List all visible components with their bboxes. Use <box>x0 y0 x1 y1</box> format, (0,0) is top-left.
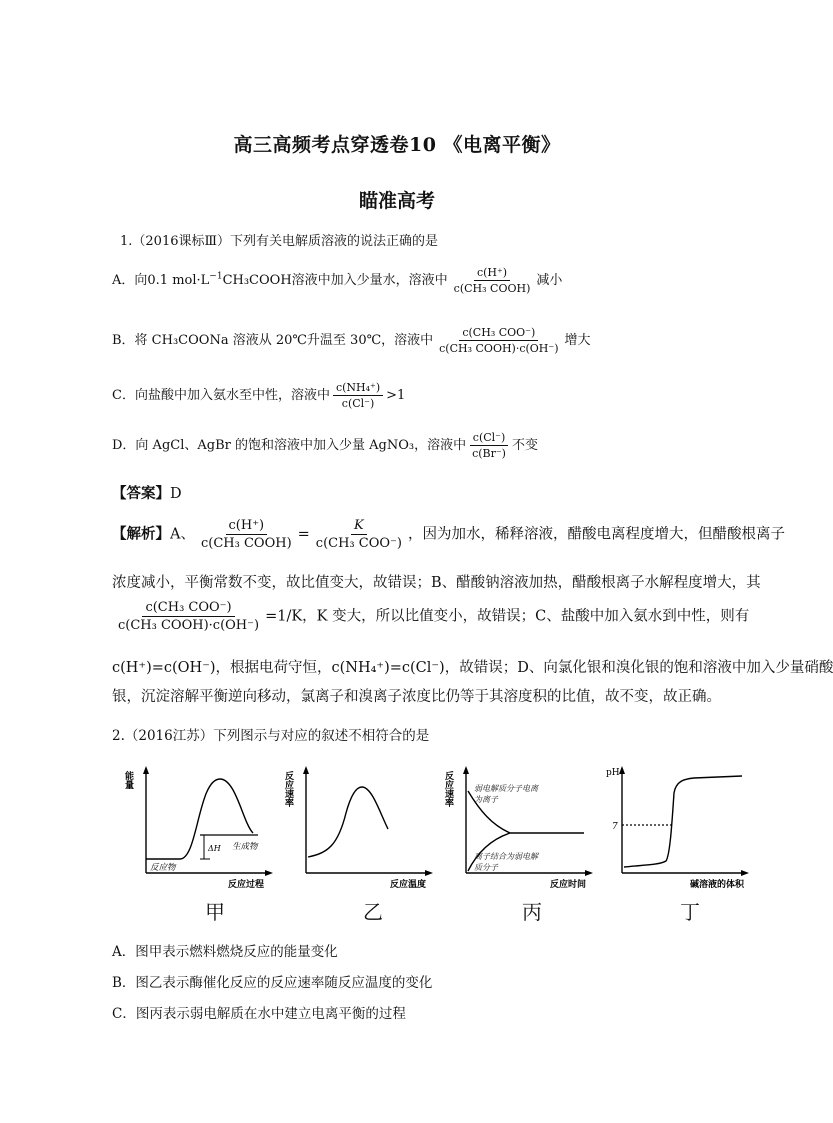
q1-b-fraction: $\frac{\text{c(CH₃ COO⁻)}}{\text{c(CH₃ COOH)·c(OH⁻)}}$ <box>439 326 559 355</box>
graph-yi-svg <box>283 763 438 893</box>
graph-bing <box>443 763 598 897</box>
q2-option-c: C．图丙表示弱电解质在水中建立电离平衡的过程 <box>112 1006 406 1022</box>
caption-jia: 甲 <box>205 900 225 924</box>
q1-option-a: A．向0.1 $mol\cdot L^{-1}CH_3COOH$溶液中加入少量水，溶液中 $\frac{c(H^+)}{\text{c(CH₃ COOH)}}$ 减小 <box>112 266 563 295</box>
graph-ding-xlabel: 碱溶液的体积 <box>690 880 745 890</box>
graph-yi-ylabel: 反应速率 <box>283 771 293 807</box>
graph-jia-xlabel: 反应过程 <box>228 880 265 890</box>
graph-jia-reactant: 反应物 <box>150 863 176 873</box>
q2-stem: 2.（2016江苏）下列图示与对应的叙述不相符合的是 <box>112 728 430 744</box>
q1-stem: 1.（2016课标Ⅲ）下列有关电解质溶液的说法正确的是 <box>120 234 439 249</box>
graph-jia-dh: ΔH <box>208 844 221 853</box>
q2-option-b: B．图乙表示酶催化反应的反应速率随反应温度的变化 <box>112 975 433 991</box>
graph-jia-svg <box>123 763 278 893</box>
graph-jia <box>123 763 278 897</box>
graph-bing-svg <box>443 763 598 893</box>
graph-jia-ylabel: 能量 <box>123 771 133 789</box>
graph-ding-svg <box>604 763 754 893</box>
page-title: 高三高频考点穿透卷10 《电离平衡》 <box>233 134 561 156</box>
graph-ding-tick: 7 <box>612 822 618 832</box>
caption-bing: 丙 <box>522 900 542 924</box>
analysis-fraction-1: $\frac{c(H^+)}{\text{c(CH₃ COOH)}}$ <box>200 518 292 551</box>
q1-a-fraction: $\frac{c(H^+)}{\text{c(CH₃ COOH)}}$ <box>453 266 531 295</box>
page-subtitle: 瞄准高考 <box>358 190 435 212</box>
graph-yi-xlabel: 反应温度 <box>390 880 427 890</box>
analysis-line-2: 浓度减小，平衡常数不变，故比值变大，故错误；B、醋酸钠溶液加热，醋酸根离子水解程度增大，其 <box>112 575 761 591</box>
analysis-line-1: 【解析】A、 $\frac{c(H^+)}{\text{c(CH₃ COOH)}}$ = $\frac{K}{\text{c(CH₃ COO⁻)}}$ ，因为加水，稀释溶液，醋酸电离程度增大，但醋酸根离子 <box>112 518 785 551</box>
analysis-line-5: 银，沉淀溶解平衡逆向移动，氯离子和溴离子浓度比仍等于其溶度积的比值，故不变，故正确。 <box>112 689 721 705</box>
graph-ding-ylabel: pH <box>606 768 620 778</box>
q1-option-c: C．向盐酸中加入氨水至中性，溶液中 $\frac{\text{c(NH₄⁺)}}{c(Cl^-)}$ >1 <box>112 381 406 410</box>
graph-bing-upper-label: 弱电解质分子电离为离子 <box>474 784 538 804</box>
graph-bing-xlabel: 反应时间 <box>550 880 587 890</box>
caption-yi: 乙 <box>363 900 383 924</box>
q1-d-fraction: $\frac{c(Cl^-)}{c(Br^-)}$ <box>469 431 509 460</box>
analysis-line-3: $\frac{\text{c(CH₃ COO⁻)}}{\text{c(CH₃ COOH)·c(OH⁻)}}$ =1/K，K 变大，所以比值变小，故错误；C、盐酸中加入氨水到中性，则有 <box>112 600 749 633</box>
graph-ding <box>604 763 754 897</box>
q2-option-a: A．图甲表示燃料燃烧反应的能量变化 <box>112 944 338 960</box>
graph-bing-ylabel: 反应速率 <box>443 771 453 807</box>
analysis-line-4: c(H⁺)=c(OH⁻)，根据电荷守恒，c(NH₄⁺)=c(Cl⁻)，故错误；D、向氯化银和溴化银的饱和溶液中加入少量硝酸 <box>112 660 833 676</box>
q1-c-fraction: $\frac{\text{c(NH₄⁺)}}{c(Cl^-)}$ <box>333 381 383 410</box>
analysis-fraction-3: $\frac{\text{c(CH₃ COO⁻)}}{\text{c(CH₃ COOH)·c(OH⁻)}}$ <box>118 600 260 633</box>
graph-jia-product: 生成物 <box>232 842 258 852</box>
q1-option-b: B．将 CH₃COONa 溶液从 20℃升温至 30℃，溶液中 $\frac{\text{c(CH₃ COO⁻)}}{\text{c(CH₃ COOH)·c(OH⁻)}}$ 增大 <box>112 326 591 355</box>
graph-yi <box>283 763 438 897</box>
answer-line: 【答案】D <box>112 485 182 502</box>
caption-ding: 丁 <box>680 900 700 924</box>
graph-bing-lower-label: 离子结合为弱电解质分子 <box>474 852 538 872</box>
analysis-fraction-2: $\frac{K}{\text{c(CH₃ COO⁻)}}$ <box>315 518 402 551</box>
q1-option-d: D．向 AgCl、AgBr 的饱和溶液中加入少量 AgNO₃，溶液中 $\frac{c(Cl^-)}{c(Br^-)}$ 不变 <box>112 431 538 460</box>
